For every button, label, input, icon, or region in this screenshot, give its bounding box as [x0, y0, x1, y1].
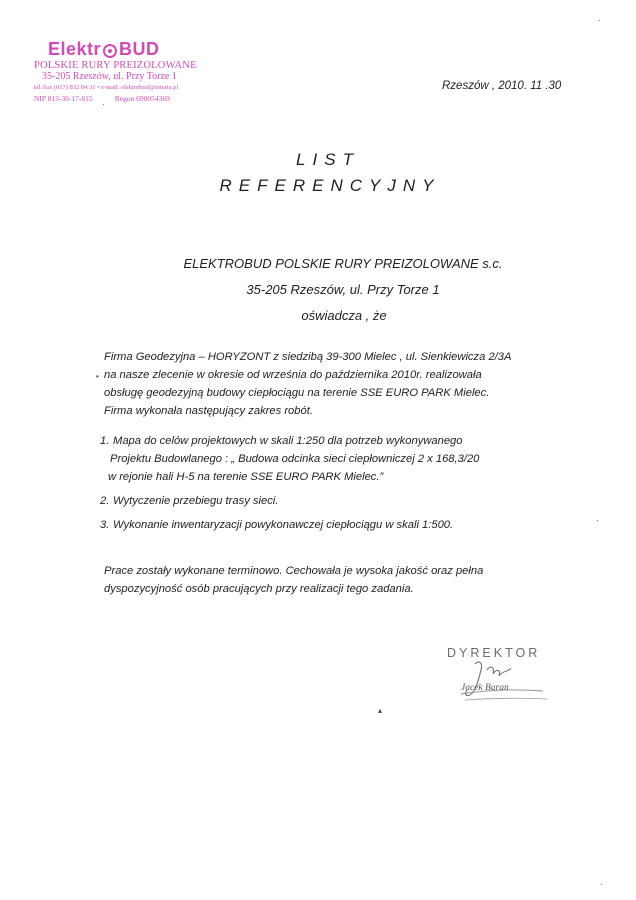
- paragraph-line: na nasze zlecenie w okresie od września do października 2010r. realizowała: [104, 369, 482, 381]
- list-item-text: Wykonanie inwentaryzacji powykonawczej ciepłociągu w skali 1:500.: [113, 519, 454, 531]
- director-signature-block: [447, 646, 567, 706]
- scan-dot: ·: [102, 100, 105, 109]
- paragraph-intro: [104, 348, 609, 420]
- scan-dot: ·: [596, 516, 599, 525]
- scan-dot: •: [96, 372, 99, 381]
- list-item-number: 3.: [100, 519, 110, 531]
- list-item: [100, 432, 615, 486]
- list-item-number: 2.: [100, 495, 110, 507]
- stamp-ids: [34, 93, 224, 104]
- paragraph-line: Firma wykonała następujący zakres robót.: [104, 405, 313, 417]
- issuer-address: 35-205 Rzeszów, ul. Przy Torze 1: [246, 282, 440, 297]
- stamp-address: 35-205 Rzeszów, ul. Przy Torze 1: [42, 71, 177, 82]
- title-line-2: REFERENCYJNY: [219, 176, 441, 195]
- title-line-1: LIST: [296, 150, 360, 169]
- list-item-continuation: w rejonie hali H-5 na terenie SSE EURO PARK Mielec.”: [108, 471, 384, 483]
- list-item: [100, 516, 615, 534]
- paragraph-line: obsługę geodezyjną budowy ciepłociągu na terenie SSE EURO PARK Mielec.: [104, 387, 490, 399]
- stamp-regon: Regon 690054369: [114, 94, 170, 103]
- list-item-continuation: Projektu Budowlanego : „ Budowa odcinka sieci ciepłowniczej 2 x 168,3/20: [110, 453, 480, 465]
- issuer-name: ELEKTROBUD POLSKIE RURY PREIZOLOWANE s.c.: [183, 256, 503, 271]
- company-letterhead-stamp: [34, 38, 224, 104]
- scan-dot: ·: [600, 880, 603, 889]
- paragraph-line: Prace zostały wykonane terminowo. Cechowała je wysoka jakość oraz pełna: [104, 565, 484, 577]
- company-logo: Elektr BUD: [48, 39, 160, 59]
- issuer-declares: oświadcza , że: [301, 308, 387, 323]
- paragraph-line: dyspozycyjność osób pracujących przy realizacji tego zadania.: [104, 583, 414, 595]
- list-item-text: Mapa do celów projektowych w skali 1:250 dla potrzeb wykonywanego: [113, 435, 463, 447]
- logo-ring-icon: [103, 44, 117, 58]
- paragraph-closing: [104, 562, 609, 598]
- list-item-text: Wytyczenie przebiegu trasy sieci.: [113, 495, 279, 507]
- stamp-contact: tel./fax (017) 832 84 31 • e-mail: elektrobud@interia.pl: [34, 84, 179, 91]
- paragraph-line: Firma Geodezyjna – HORYZONT z siedzibą 39-300 Mielec , ul. Sienkiewicza 2/3A: [104, 351, 512, 363]
- letter-date: Rzeszów , 2010. 11 .30: [442, 80, 562, 92]
- list-item-number: 1.: [100, 435, 110, 447]
- handwritten-signature-icon: [447, 656, 567, 706]
- stamp-nip: NIP 813-30-17-815: [34, 94, 93, 103]
- scan-dot: ·: [598, 16, 601, 25]
- scan-dot: ▴: [378, 706, 383, 715]
- signature-title: DYREKTOR: [447, 646, 541, 660]
- scope-of-work-list: [100, 432, 615, 540]
- signature-name: Jacek Baran: [461, 683, 509, 693]
- list-item: [100, 492, 615, 510]
- stamp-company-name: POLSKIE RURY PREIZOLOWANE: [34, 60, 197, 71]
